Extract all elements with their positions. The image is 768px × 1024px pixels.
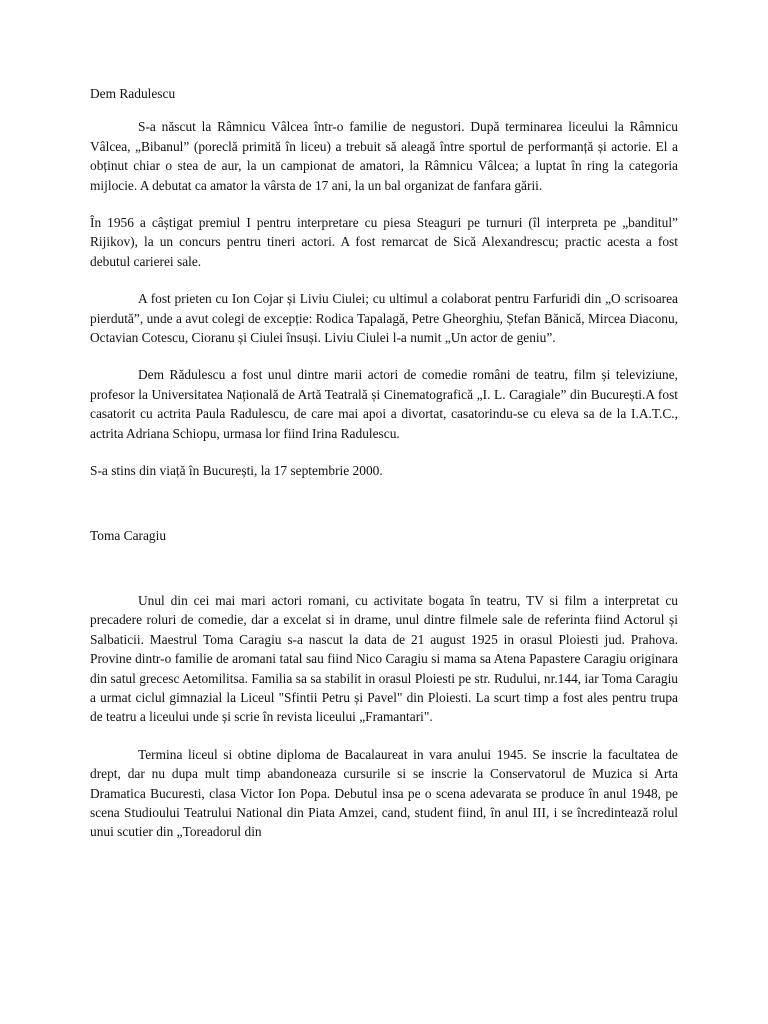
paragraph: Termina liceul si obtine diploma de Bacalaureat in vara anului 1945. Se inscrie la facultatea de drept, dar nu dupa mult timp abandoneaza cursurile si se inscrie la Conservatorul de Muzica si Arta Dramatica Bucuresti, clasa Victor Ion Popa. Debutul insa pe o scena adevarata se produce în anul 1948, pe scena Studioului Teatrului National din Piata Amzei, cand, student fiind, în anul III, i se încredintează rolul unui scutier din „Toreadorul din [90,746,678,840]
paragraph: Dem Rădulescu a fost unul dintre marii actori de comedie români de teatru, film și televiziune, profesor la Universitatea Națională de Artă Teatrală și Cinematografică „I. L. Caragiale” din București.A fost casatorit cu actrita Paula Radulescu, de care mai apoi a divortat, casatorindu-se cu eleva sa de la I.A.T.C., actrita Adriana Schiopu, urmasa lor fiind Irina Radulescu. [90,367,678,441]
paragraph: S-a născut la Râmnicu Vâlcea într-o familie de negustori. După terminarea liceului la Râmnicu Vâlcea, „Bibanul” (poreclă primită în liceu) a trebuit să aleagă între sportul de performanță și actorie. El a obținut chiar o stea de aur, la un campionat de amatori, la Râmnicu Vâlcea; a luptat în ring la categoria mijlocie. A debutat ca amator la vârsta de 17 ani, la un bal organizat de fanfara gării. [90,119,678,193]
paragraph: A fost prieten cu Ion Cojar și Liviu Ciulei; cu ultimul a colaborat pentru Farfuridi din „O scrisoarea pierdută”, unde a avut colegi de excepție: Rodica Tapalagă, Petre Gheorghiu, Ștefan Bănică, Mircea Diaconu, Octavian Cotescu, Cioranu și Ciulei însuși. Liviu Ciulei l-a numit „Un actor de geniu”. [90,291,678,346]
section-title-toma-caragiu: Toma Caragiu [90,527,167,543]
section-title-dem-radulescu: Dem Radulescu [90,86,176,101]
paragraph: S-a stins din viață în București, la 17 septembrie 2000. [90,463,383,479]
paragraph: În 1956 a câștigat premiul I pentru interpretare cu piesa Steaguri pe turnuri (îl interpreta pe „banditul” Rijikov), la un concurs pentru tineri actori. A fost remarcat de Sică Alexandrescu; practic acesta a fost debutul carierei sale. [90,215,678,269]
paragraph: Unul din cei mai mari actori romani, cu activitate bogata în teatru, TV si film a interpretat cu precadere roluri de comedie, dar a excelat si in drame, unul dintre filmele sale de referinta fiind Actorul și Salbaticii. Maestrul Toma Caragiu s-a nascut la data de 21 august 1925 in orasul Ploiesti jud. Prahova. Provine dintr-o familie de aromani tatal sau fiind Nico Caragiu si mama sa Atena Papastere Caragiu originara din satul grecesc Aetomilitsa. Familia sa sa stabilit in orasul Ploiesti pe str. Rudului, nr.144, iar Toma Caragiu a urmat ciclul gimnazial la Liceul "Sfintii Petru și Pavel" din Ploiesti. La scurt timp a fost ales pentru trupa de teatru a liceului unde și scrie în revista liceului „Framantari". [90,592,678,725]
document-page [90,84,678,842]
